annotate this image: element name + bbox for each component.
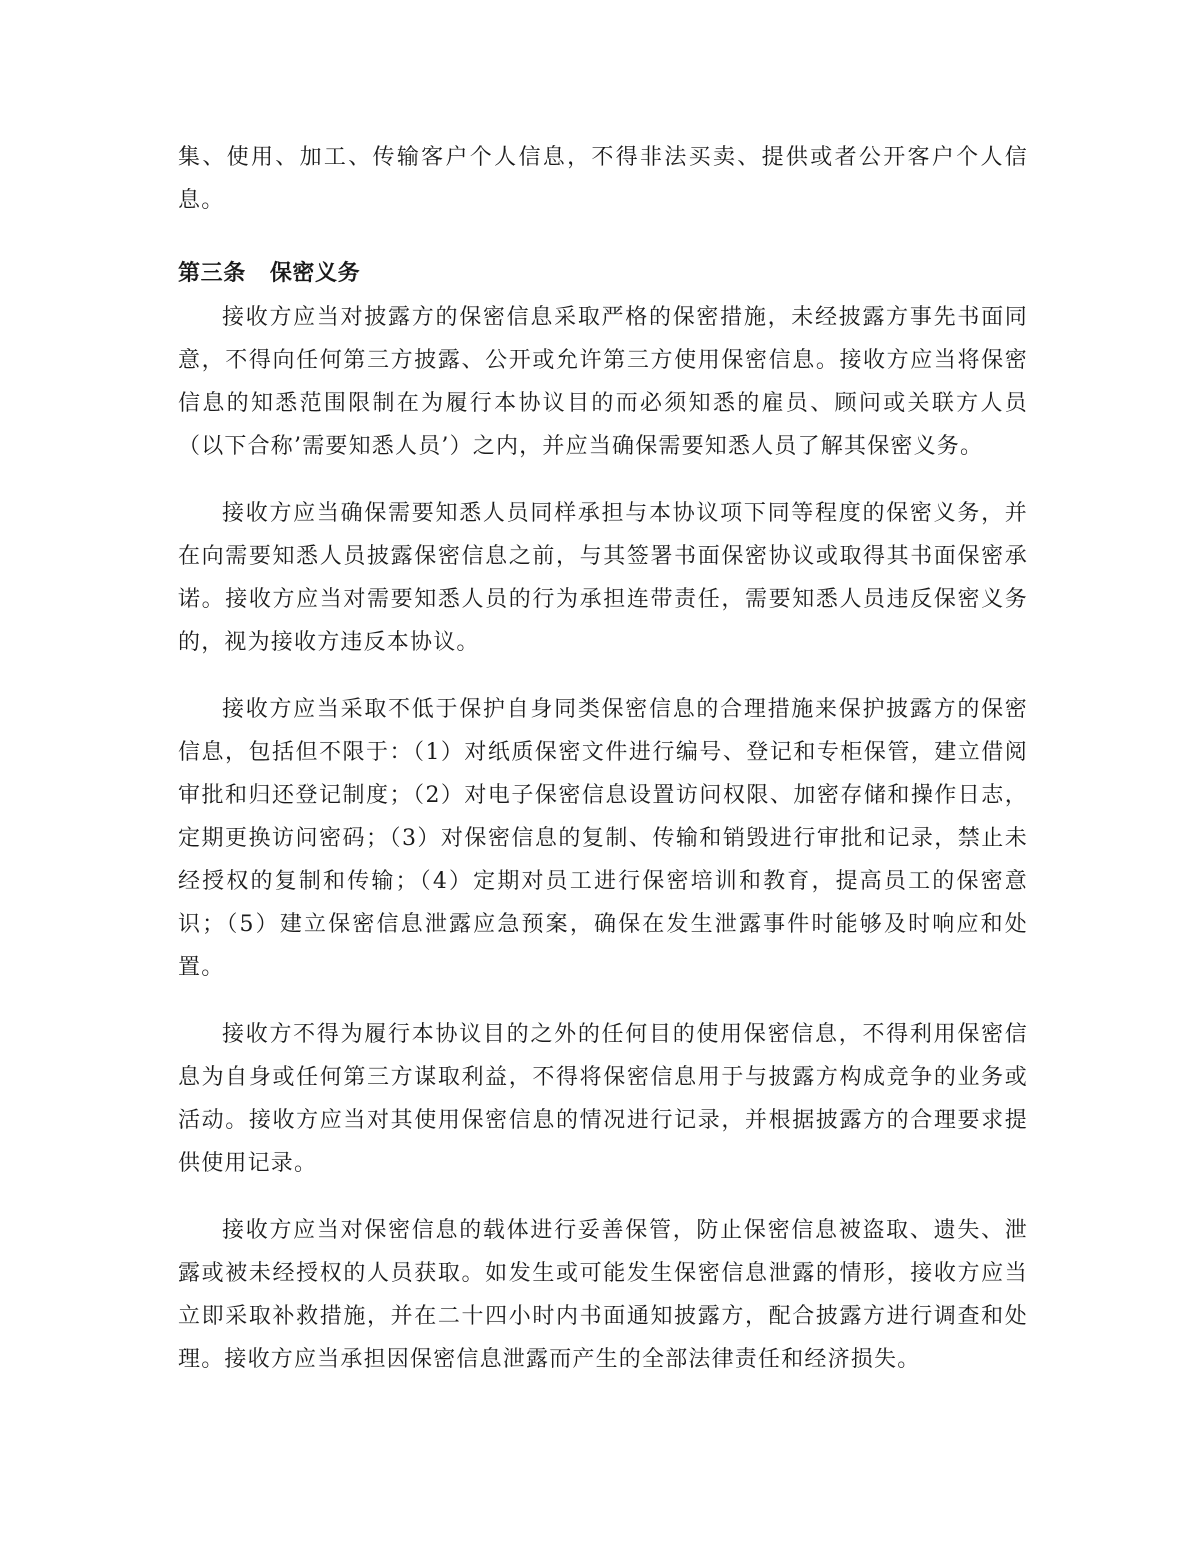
- paragraph: 接收方应当对保密信息的载体进行妥善保管，防止保密信息被盗取、遗失、泄露或被未经授权的人员获取。如发生或可能发生保密信息泄露的情形，接收方应当立即采取补救措施，并在二十四小时内书面通知披露方，配合披露方进行调查和处理。接收方应当承担因保密信息泄露而产生的全部法律责任和经济损失。: [178, 1218, 1028, 1372]
- document-page: [178, 136, 1028, 1381]
- paragraph: 接收方应当采取不低于保护自身同类保密信息的合理措施来保护披露方的保密信息，包括但不限于：（1）对纸质保密文件进行编号、登记和专柜保管，建立借阅审批和归还登记制度；（2）对电子保密信息设置访问权限、加密存储和操作日志，定期更换访问密码；（3）对保密信息的复制、传输和销毁进行审批和记录，禁止未经授权的复制和传输；（4）定期对员工进行保密培训和教育，提高员工的保密意识；（5）建立保密信息泄露应急预案，确保在发生泄露事件时能够及时响应和处置。: [178, 697, 1028, 980]
- paragraph: 接收方应当确保需要知悉人员同样承担与本协议项下同等程度的保密义务，并在向需要知悉人员披露保密信息之前，与其签署书面保密协议或取得其书面保密承诺。接收方应当对需要知悉人员的行为承担连带责任，需要知悉人员违反保密义务的，视为接收方违反本协议。: [178, 501, 1028, 655]
- paragraph: 接收方不得为履行本协议目的之外的任何目的使用保密信息，不得利用保密信息为自身或任何第三方谋取利益，不得将保密信息用于与披露方构成竞争的业务或活动。接收方应当对其使用保密信息的情况进行记录，并根据披露方的合理要求提供使用记录。: [178, 1022, 1028, 1176]
- section-title: 保密义务: [269, 261, 361, 286]
- section-heading: [178, 258, 1028, 290]
- section-number: 第三条: [178, 261, 246, 286]
- continued-paragraph: 集、使用、加工、传输客户个人信息，不得非法买卖、提供或者公开客户个人信息。: [178, 145, 1028, 213]
- paragraph: 接收方应当对披露方的保密信息采取严格的保密措施，未经披露方事先书面同意，不得向任何第三方披露、公开或允许第三方使用保密信息。接收方应当将保密信息的知悉范围限制在为履行本协议目的而必须知悉的雇员、顾问或关联方人员（以下合称’需要知悉人员’）之内，并应当确保需要知悉人员了解其保密义务。: [178, 305, 1028, 459]
